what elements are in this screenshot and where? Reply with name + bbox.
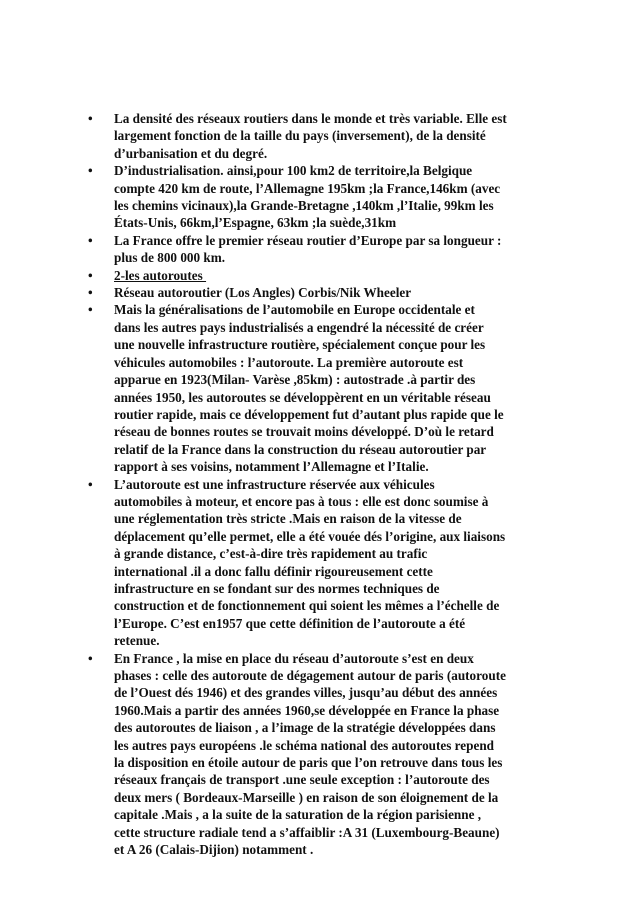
text-line: et A 26 (Calais-Dijion) notamment . [114, 842, 314, 858]
text-line: infrastructure en se fondant sur des normes techniques de [114, 580, 440, 596]
bullet-icon: • [88, 267, 93, 283]
bullet-icon: • [88, 650, 93, 666]
text-line: années 1950, les autoroutes se développèrent en un véritable réseau [114, 389, 491, 405]
text-line: réseaux français de transport .une seule exception : l’autoroute des [114, 772, 490, 788]
list-item [88, 110, 558, 162]
text-line: Mais la généralisations de l’automobile en Europe occidentale et [114, 302, 475, 318]
text-line: d’urbanisation et du degré. [114, 145, 268, 161]
list-item [88, 650, 558, 859]
list-item [88, 284, 558, 301]
section-heading-text: 2-les autoroutes [114, 267, 207, 283]
image-caption: Réseau autoroutier (Los Angles) Corbis/Nik Wheeler [114, 285, 412, 301]
bullet-list [88, 110, 558, 858]
list-item [88, 162, 558, 232]
text-line: retenue. [114, 633, 160, 649]
text-line: L’autoroute est une infrastructure réservée aux véhicules [114, 476, 435, 492]
list-item [88, 301, 558, 475]
text-line: international .il a donc fallu définir rigoureusement cette [114, 563, 433, 579]
text-line: plus de 800 000 km. [114, 250, 226, 266]
text-line: dans les autres pays industrialisés a engendré la nécessité de créer [114, 319, 484, 335]
text-line: capitale .Mais , a la suite de la saturation de la région parisienne , [114, 807, 482, 823]
text-line: La densité des réseaux routiers dans le monde et très variable. Elle est [114, 111, 507, 126]
text-line: l’Europe. C’est en1957 que cette définition de l’autoroute a été [114, 615, 466, 631]
text-line: à grande distance, c’est-à-dire très rapidement au trafic [114, 546, 428, 562]
text-line: de l’Ouest dés 1946) et des grandes villes, jusqu’au début des années [114, 685, 498, 701]
list-item [88, 232, 558, 267]
bullet-icon: • [88, 232, 93, 248]
text-line: D’industrialisation. ainsi,pour 100 km2 de territoire,la Belgique [114, 163, 473, 179]
text-line: États-Unis, 66km,l’Espagne, 63km ;la suède,31km [114, 215, 397, 231]
text-line: réseau de bonnes routes se trouvait moins développé. D’où le retard [114, 424, 494, 440]
text-line: construction et de fonctionnement qui soient les mêmes a l’échelle de [114, 598, 500, 614]
text-line: apparue en 1923(Milan- Varèse ,85km) : autostrade .à partir des [114, 372, 476, 388]
bullet-icon: • [88, 163, 93, 179]
text-line: deux mers ( Bordeaux-Marseille ) en raison de son éloignement de la [114, 789, 499, 805]
text-line: largement fonction de la taille du pays (inversement), de la densité [114, 128, 486, 144]
text-line: déplacement qu’elle permet, elle a été vouée dés l’origine, aux liaisons [114, 528, 506, 544]
text-line: les chemins vicinaux),la Grande-Bretagne ,140km ,l’Italie, 99km les [114, 198, 494, 214]
text-line: routier rapide, mais ce développement fut d’autant plus rapide que le [114, 406, 504, 422]
bullet-icon: • [88, 285, 93, 301]
bullet-icon: • [88, 302, 93, 318]
text-line: cette structure radiale tend a s’affaiblir :A 31 (Luxembourg-Beaune) [114, 824, 500, 840]
text-line: véhicules automobiles : l’autoroute. La première autoroute est [114, 354, 464, 370]
text-line: une réglementation très stricte .Mais en raison de la vitesse de [114, 511, 462, 527]
text-line: En France , la mise en place du réseau d’autoroute s’est en deux [114, 650, 474, 666]
text-line: des autoroutes de liaison , a l’image de la stratégie développées dans [114, 720, 496, 736]
text-line: les autres pays européens .le schéma national des autoroutes repend [114, 737, 495, 753]
list-item [88, 267, 558, 284]
bullet-icon: • [88, 476, 93, 492]
text-line: une nouvelle infrastructure routière, spécialement conçue pour les [114, 337, 486, 353]
text-line: compte 420 km de route, l’Allemagne 195km ;la France,146km (avec [114, 180, 501, 196]
text-line: la disposition en étoile autour de paris que l’on retrouve dans tous les [114, 755, 503, 771]
text-line: relatif de la France dans la construction du réseau autoroutier par [114, 441, 487, 457]
bullet-icon: • [88, 111, 93, 126]
text-line: rapport à ses voisins, notamment l’Allemagne et l’Italie. [114, 459, 429, 475]
text-line: phases : celle des autoroute de dégagement autour de paris (autoroute [114, 668, 506, 683]
section-heading [114, 267, 558, 284]
text-line: 1960.Mais a partir des années 1960,se développée en France la phase [114, 702, 500, 718]
text-line: automobiles à moteur, et encore pas à tous : elle est donc soumise à [114, 493, 489, 509]
list-item [88, 476, 558, 650]
text-line: La France offre le premier réseau routier d’Europe par sa longueur : [114, 232, 502, 248]
